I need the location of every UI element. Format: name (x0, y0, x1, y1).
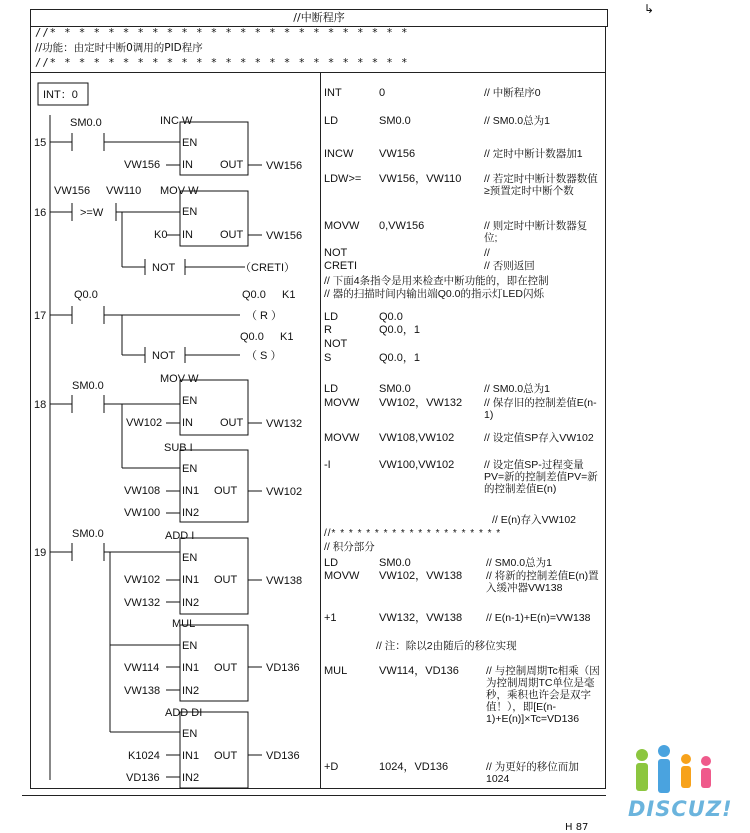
il-row: NOT (324, 247, 348, 259)
il-row: MOVW (324, 397, 360, 409)
in-16: IN (182, 229, 193, 241)
vw132-in2-add: VW132 (124, 597, 161, 609)
reset-coil: （ R ） (246, 310, 283, 322)
network-18: 18 (34, 399, 47, 411)
vd136-out-mul: VD136 (266, 662, 300, 674)
il-row: LDW>= (324, 173, 362, 185)
il-comment: // 则定时中断计数器复位; (484, 220, 588, 244)
il-comment: // E(n)存入VW102 (492, 514, 577, 526)
il-arg: VW102，VW132 (379, 397, 463, 409)
coil-q00-r: Q0.0 (242, 289, 266, 301)
contact-sm00-18: SM0.0 (72, 380, 104, 392)
k1024-in1: K1024 (128, 750, 160, 762)
add-i-label: ADD I (165, 530, 195, 542)
il-row: LD (324, 311, 339, 323)
contact-sm00-15: SM0.0 (70, 117, 102, 129)
il-arg: Q0.0，1 (379, 352, 420, 364)
mov-w-label-2: MOV W (160, 373, 199, 385)
network-16: 16 (34, 207, 47, 219)
il-row: +D (324, 761, 339, 773)
il-row: -I (324, 459, 331, 471)
k1-r: K1 (282, 289, 296, 301)
mov-w-label-1: MOV W (160, 185, 199, 197)
il-arg: 0 (379, 87, 386, 99)
il-arg: VW108,VW102 (379, 432, 455, 444)
network-15: 15 (34, 137, 47, 149)
vw102-in-18: VW102 (126, 417, 163, 429)
ladder-diagram (0, 0, 320, 800)
il-comment: // SM0.0总为1 (484, 115, 550, 127)
il-note: // 注：除以2由随后的移位实现 (376, 640, 517, 652)
il-arg: 1024，VD136 (379, 761, 449, 773)
vw138-out-add: VW138 (266, 575, 303, 587)
il-comment: // 否则返回 (484, 260, 535, 272)
vw156-out-16: VW156 (266, 230, 303, 242)
il-row: S (324, 352, 332, 364)
il-arg: VW102，VW138 (379, 570, 463, 582)
il-comment: // 中断程序0 (484, 87, 541, 99)
out-adddi: OUT (214, 750, 238, 762)
il-note: // 下面4条指令是用来检查中断功能的，即在控制 (324, 275, 549, 287)
in1-add: IN1 (182, 574, 200, 586)
k0-16: K0 (154, 229, 168, 241)
il-comment: // SM0.0总为1 (486, 557, 552, 569)
not-17: NOT (152, 350, 176, 362)
network-17: 17 (34, 310, 47, 322)
il-comment: // 定时中断计数器加1 (484, 148, 583, 160)
il-comment: // SM0.0总为1 (484, 383, 550, 395)
vw156-out-15: VW156 (266, 160, 303, 172)
il-row: MOVW (324, 432, 360, 444)
il-arg: SM0.0 (379, 557, 411, 569)
il-row: MOVW (324, 220, 360, 232)
vd136-in2: VD136 (126, 772, 160, 784)
contact-sm00-19: SM0.0 (72, 528, 104, 540)
page-title: //中断程序 (30, 9, 608, 27)
il-arg: 0,VW156 (379, 220, 425, 232)
out-add: OUT (214, 574, 238, 586)
il-comment: // 设定值SP-过程变量PV=新的控制差值PV=新的控制差值E(n) (484, 459, 598, 495)
add-di-label: ADD DI (165, 707, 203, 719)
il-arg: VW100,VW102 (379, 459, 455, 471)
creti-coil: （CRETI） (240, 262, 295, 274)
il-row: MUL (324, 665, 348, 677)
il-comment: // 与控制周期Tc相乘（因为控制周期TC单位是毫秒，乘积也许会是双字值！），即[E(n-1)+E(n)]×Tc=VD136 (486, 665, 600, 725)
header-stars-top: //* * * * * * * * * * * * * * * * * * * * * * * * * (35, 27, 409, 39)
sub-i-label: SUB I (164, 442, 193, 454)
in1-mul: IN1 (182, 662, 200, 674)
out-18: OUT (220, 417, 244, 429)
il-arg: VW132，VW138 (379, 612, 463, 624)
il-row: LD (324, 115, 339, 127)
en-15: EN (182, 137, 198, 149)
vw108-in1: VW108 (124, 485, 161, 497)
en-16: EN (182, 206, 198, 218)
vw132-out-18: VW132 (266, 418, 303, 430)
in1-sub: IN1 (182, 485, 200, 497)
il-stars: //* * * * * * * * * * * * * * * * * * * * (324, 528, 502, 539)
in2-adddi: IN2 (182, 772, 200, 784)
il-note: // 器的扫描时间内输出端Q0.0的指示灯LED闪烁 (324, 288, 544, 300)
out-sub: OUT (214, 485, 238, 497)
discuz-watermark: DISCUZ! (628, 797, 733, 821)
il-arg: Q0.0 (379, 311, 403, 323)
vw138-in2-mul: VW138 (124, 685, 161, 697)
vw100-in2: VW100 (124, 507, 161, 519)
il-row: R (324, 324, 332, 336)
vw156-in-15: VW156 (124, 159, 161, 171)
header-stars-bottom: //* * * * * * * * * * * * * * * * * * * * * * * * * (35, 57, 409, 69)
il-comment: // 保存旧的控制差值E(n-1) (484, 397, 597, 421)
il-note: // 积分部分 (324, 541, 375, 553)
cmp-vw156: VW156 (54, 185, 91, 197)
il-arg: Q0.0，1 (379, 324, 420, 336)
out-mul: OUT (214, 662, 238, 674)
en-adddi: EN (182, 728, 198, 740)
en-18: EN (182, 395, 198, 407)
il-row: INCW (324, 148, 354, 160)
il-row: NOT (324, 338, 348, 350)
in-15: IN (182, 159, 193, 171)
il-row: LD (324, 383, 339, 395)
en-mul: EN (182, 640, 198, 652)
vw114-in1-mul: VW114 (124, 662, 160, 674)
cmp-op: >=W (80, 207, 104, 219)
il-row: MOVW (324, 570, 360, 582)
vd136-out-adddi: VD136 (266, 750, 300, 762)
page-number: H 87 (565, 822, 589, 833)
in2-sub: IN2 (182, 507, 200, 519)
not-16: NOT (152, 262, 176, 274)
il-comment: // (484, 247, 490, 259)
vw102-out-sub: VW102 (266, 486, 303, 498)
en-add: EN (182, 552, 198, 564)
out-15: OUT (220, 159, 244, 171)
il-comment: // E(n-1)+E(n)=VW138 (486, 612, 591, 624)
footer-rule (22, 795, 606, 796)
set-coil: （ S ） (246, 350, 282, 362)
il-arg: VW156，VW110 (379, 173, 462, 185)
il-comment: // 为更好的移位而加1024 (486, 761, 579, 785)
il-arg: SM0.0 (379, 383, 411, 395)
en-sub: EN (182, 463, 198, 475)
out-16: OUT (220, 229, 244, 241)
column-divider (320, 73, 321, 789)
il-row: LD (324, 557, 339, 569)
in2-add: IN2 (182, 597, 200, 609)
k1-s: K1 (280, 331, 294, 343)
network-19: 19 (34, 547, 47, 559)
il-row: +1 (324, 612, 337, 624)
in1-adddi: IN1 (182, 750, 200, 762)
il-comment: // 若定时中断计数器数值≥预置定时中断个数 (484, 173, 598, 197)
int-label: INT：0 (43, 89, 78, 101)
il-comment: // 将新的控制差值E(n)置入缓冲器VW138 (486, 570, 599, 594)
il-arg: SM0.0 (379, 115, 411, 127)
il-row: CRETI (324, 260, 357, 272)
il-row: INT (324, 87, 342, 99)
coil-q00-s: Q0.0 (240, 331, 264, 343)
cmp-vw110: VW110 (106, 185, 142, 197)
cursor-icon: ↳ (644, 2, 655, 16)
in2-mul: IN2 (182, 685, 200, 697)
il-comment: // 设定值SP存入VW102 (484, 432, 594, 444)
contact-q00: Q0.0 (74, 289, 98, 301)
header-function: //功能：由定时中断0调用的PID程序 (35, 42, 203, 54)
il-arg: VW114，VD136 (379, 665, 459, 677)
vw102-in1-add: VW102 (124, 574, 161, 586)
mul-label: MUL (172, 618, 196, 630)
in-18: IN (182, 417, 193, 429)
inc-w-label: INC W (160, 115, 193, 127)
il-arg: VW156 (379, 148, 416, 160)
